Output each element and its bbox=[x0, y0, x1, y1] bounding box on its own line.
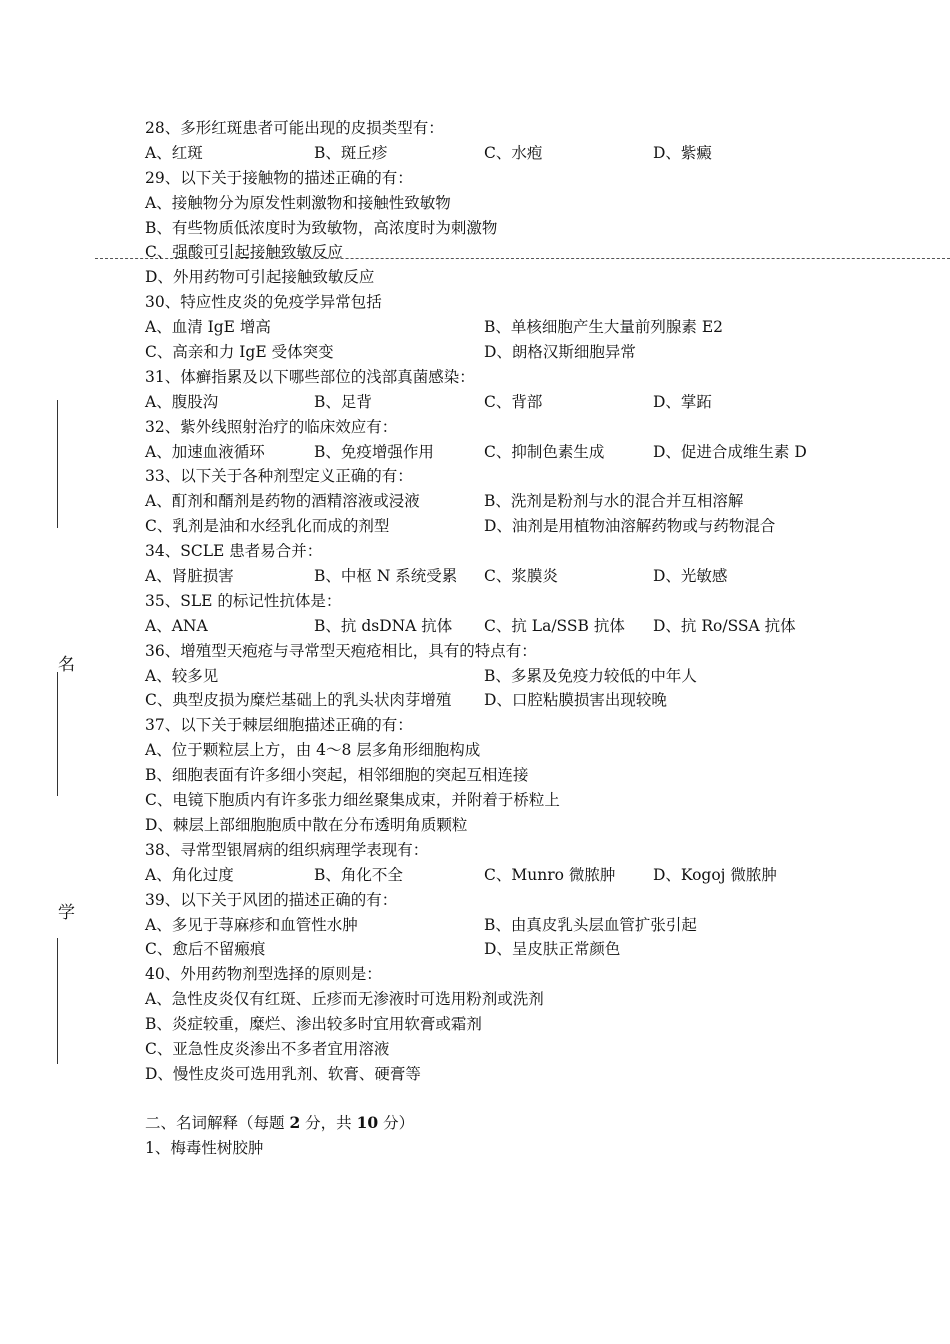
option: D、抗 Ro/SSA 抗体 bbox=[653, 616, 796, 635]
option: B、有些物质低浓度时为致敏物，高浓度时为刺激物 bbox=[145, 218, 498, 237]
option: B、角化不全 bbox=[314, 865, 403, 884]
option: C、电镜下胞质内有许多张力细丝聚集成束，并附着于桥粒上 bbox=[145, 791, 560, 810]
option: A、多见于荨麻疹和血管性水肿 bbox=[145, 915, 358, 934]
option: C、抗 La/SSB 抗体 bbox=[484, 616, 625, 635]
option: C、抑制色素生成 bbox=[484, 442, 605, 461]
option: B、细胞表面有许多细小突起，相邻细胞的突起互相连接 bbox=[145, 766, 529, 785]
option: C、Munro 微脓肿 bbox=[484, 865, 616, 884]
option: A、加速血液循环 bbox=[145, 442, 265, 461]
question-stem: 30、特应性皮炎的免疫学异常包括 bbox=[145, 293, 382, 312]
section-two bbox=[145, 1111, 845, 1161]
binding-margin-line bbox=[57, 938, 58, 1064]
option: B、单核细胞产生大量前列腺素 E2 bbox=[484, 318, 723, 337]
option: D、朗格汉斯细胞异常 bbox=[484, 343, 636, 362]
option: D、促进合成维生素 D bbox=[653, 442, 807, 461]
option: A、肾脏损害 bbox=[145, 567, 234, 586]
option: C、亚急性皮炎渗出不多者宜用溶液 bbox=[145, 1039, 390, 1058]
option: C、强酸可引起接触致敏反应 bbox=[145, 243, 343, 262]
option-row bbox=[145, 390, 845, 415]
option: D、慢性皮炎可选用乳剂、软膏、硬膏等 bbox=[145, 1064, 421, 1083]
question-stem: 32、紫外线照射治疗的临床效应有： bbox=[145, 417, 398, 436]
question-stem: 35、SLE 的标记性抗体是： bbox=[145, 591, 342, 610]
option: A、酊剂和醑剂是药物的酒精溶液或浸液 bbox=[145, 492, 420, 511]
option: B、免疫增强作用 bbox=[314, 442, 434, 461]
option-row bbox=[145, 664, 845, 689]
term-item: 1、梅毒性树胶肿 bbox=[145, 1138, 264, 1157]
option-row bbox=[145, 315, 845, 340]
option: C、乳剂是油和水经乳化而成的剂型 bbox=[145, 517, 390, 536]
option-row bbox=[145, 564, 845, 589]
option: B、炎症较重，糜烂、渗出较多时宜用软膏或霜剂 bbox=[145, 1015, 482, 1034]
question-stem: 36、增殖型天疱疮与寻常型天疱疮相比，具有的特点有： bbox=[145, 641, 537, 660]
question-stem: 37、以下关于棘层细胞描述正确的有： bbox=[145, 716, 413, 735]
option-row bbox=[145, 514, 845, 539]
question-list bbox=[145, 116, 845, 1087]
option: D、棘层上部细胞胞质中散在分布透明角质颗粒 bbox=[145, 815, 468, 834]
option: A、血清 IgE 增高 bbox=[145, 318, 271, 337]
question-stem: 28、多形红斑患者可能出现的皮损类型有： bbox=[145, 119, 444, 137]
question-stem: 34、SCLE 患者易合并： bbox=[145, 542, 323, 561]
option: B、抗 dsDNA 抗体 bbox=[314, 616, 453, 635]
option: D、紫癜 bbox=[653, 143, 712, 162]
option-row bbox=[145, 440, 845, 465]
option-row bbox=[145, 614, 845, 639]
option-row bbox=[145, 489, 845, 514]
option: D、掌跖 bbox=[653, 392, 712, 411]
option-row bbox=[145, 141, 845, 166]
option-row bbox=[145, 688, 845, 713]
question-stem: 39、以下关于风团的描述正确的有： bbox=[145, 890, 398, 909]
question-stem: 40、外用药物剂型选择的原则是： bbox=[145, 965, 382, 984]
option: D、Kogoj 微脓肿 bbox=[653, 865, 777, 884]
option: B、斑丘疹 bbox=[314, 143, 388, 162]
binding-margin-line bbox=[57, 400, 58, 528]
question-stem: 33、以下关于各种剂型定义正确的有： bbox=[145, 467, 413, 486]
option-row bbox=[145, 340, 845, 365]
option: A、角化过度 bbox=[145, 865, 234, 884]
option: C、愈后不留瘢痕 bbox=[145, 940, 266, 959]
margin-label-ming: 名 bbox=[58, 655, 75, 675]
option: D、呈皮肤正常颜色 bbox=[484, 940, 621, 959]
option: C、浆膜炎 bbox=[484, 567, 558, 586]
option: A、腹股沟 bbox=[145, 392, 219, 411]
option: A、位于颗粒层上方，由 4～8 层多角形细胞构成 bbox=[145, 741, 481, 760]
option: B、足背 bbox=[314, 392, 372, 411]
option: A、接触物分为原发性刺激物和接触性致敏物 bbox=[145, 193, 451, 212]
option: D、外用药物可引起接触致敏反应 bbox=[145, 268, 375, 287]
option: B、中枢 N 系统受累 bbox=[314, 567, 458, 586]
question-stem: 38、寻常型银屑病的组织病理学表现有： bbox=[145, 840, 429, 859]
option-row bbox=[145, 937, 845, 962]
section-heading: 二、名词解释（每题 2 分，共 10 分） bbox=[145, 1113, 415, 1132]
option: A、红斑 bbox=[145, 143, 203, 162]
option-row bbox=[145, 913, 845, 938]
option-row bbox=[145, 863, 845, 888]
option: A、急性皮炎仅有红斑、丘疹而无渗液时可选用粉剂或洗剂 bbox=[145, 990, 544, 1009]
option: A、ANA bbox=[145, 616, 208, 635]
question-stem: 29、以下关于接触物的描述正确的有： bbox=[145, 168, 413, 187]
margin-label-xue: 学 bbox=[58, 903, 75, 923]
option: D、油剂是用植物油溶解药物或与药物混合 bbox=[484, 517, 776, 536]
option: B、多累及免疫力较低的中年人 bbox=[484, 666, 697, 685]
option: C、水疱 bbox=[484, 143, 543, 162]
option: B、由真皮乳头层血管扩张引起 bbox=[484, 915, 697, 934]
option: C、背部 bbox=[484, 392, 543, 411]
option: B、洗剂是粉剂与水的混合并互相溶解 bbox=[484, 492, 744, 511]
binding-margin-line bbox=[57, 672, 58, 796]
option: C、高亲和力 IgE 受体突变 bbox=[145, 343, 334, 362]
option: D、光敏感 bbox=[653, 567, 728, 586]
option: C、典型皮损为糜烂基础上的乳头状肉芽增殖 bbox=[145, 691, 452, 710]
option: A、较多见 bbox=[145, 666, 219, 685]
option: D、口腔粘膜损害出现较晚 bbox=[484, 691, 667, 710]
question-stem: 31、体癣指累及以下哪些部位的浅部真菌感染： bbox=[145, 367, 475, 386]
